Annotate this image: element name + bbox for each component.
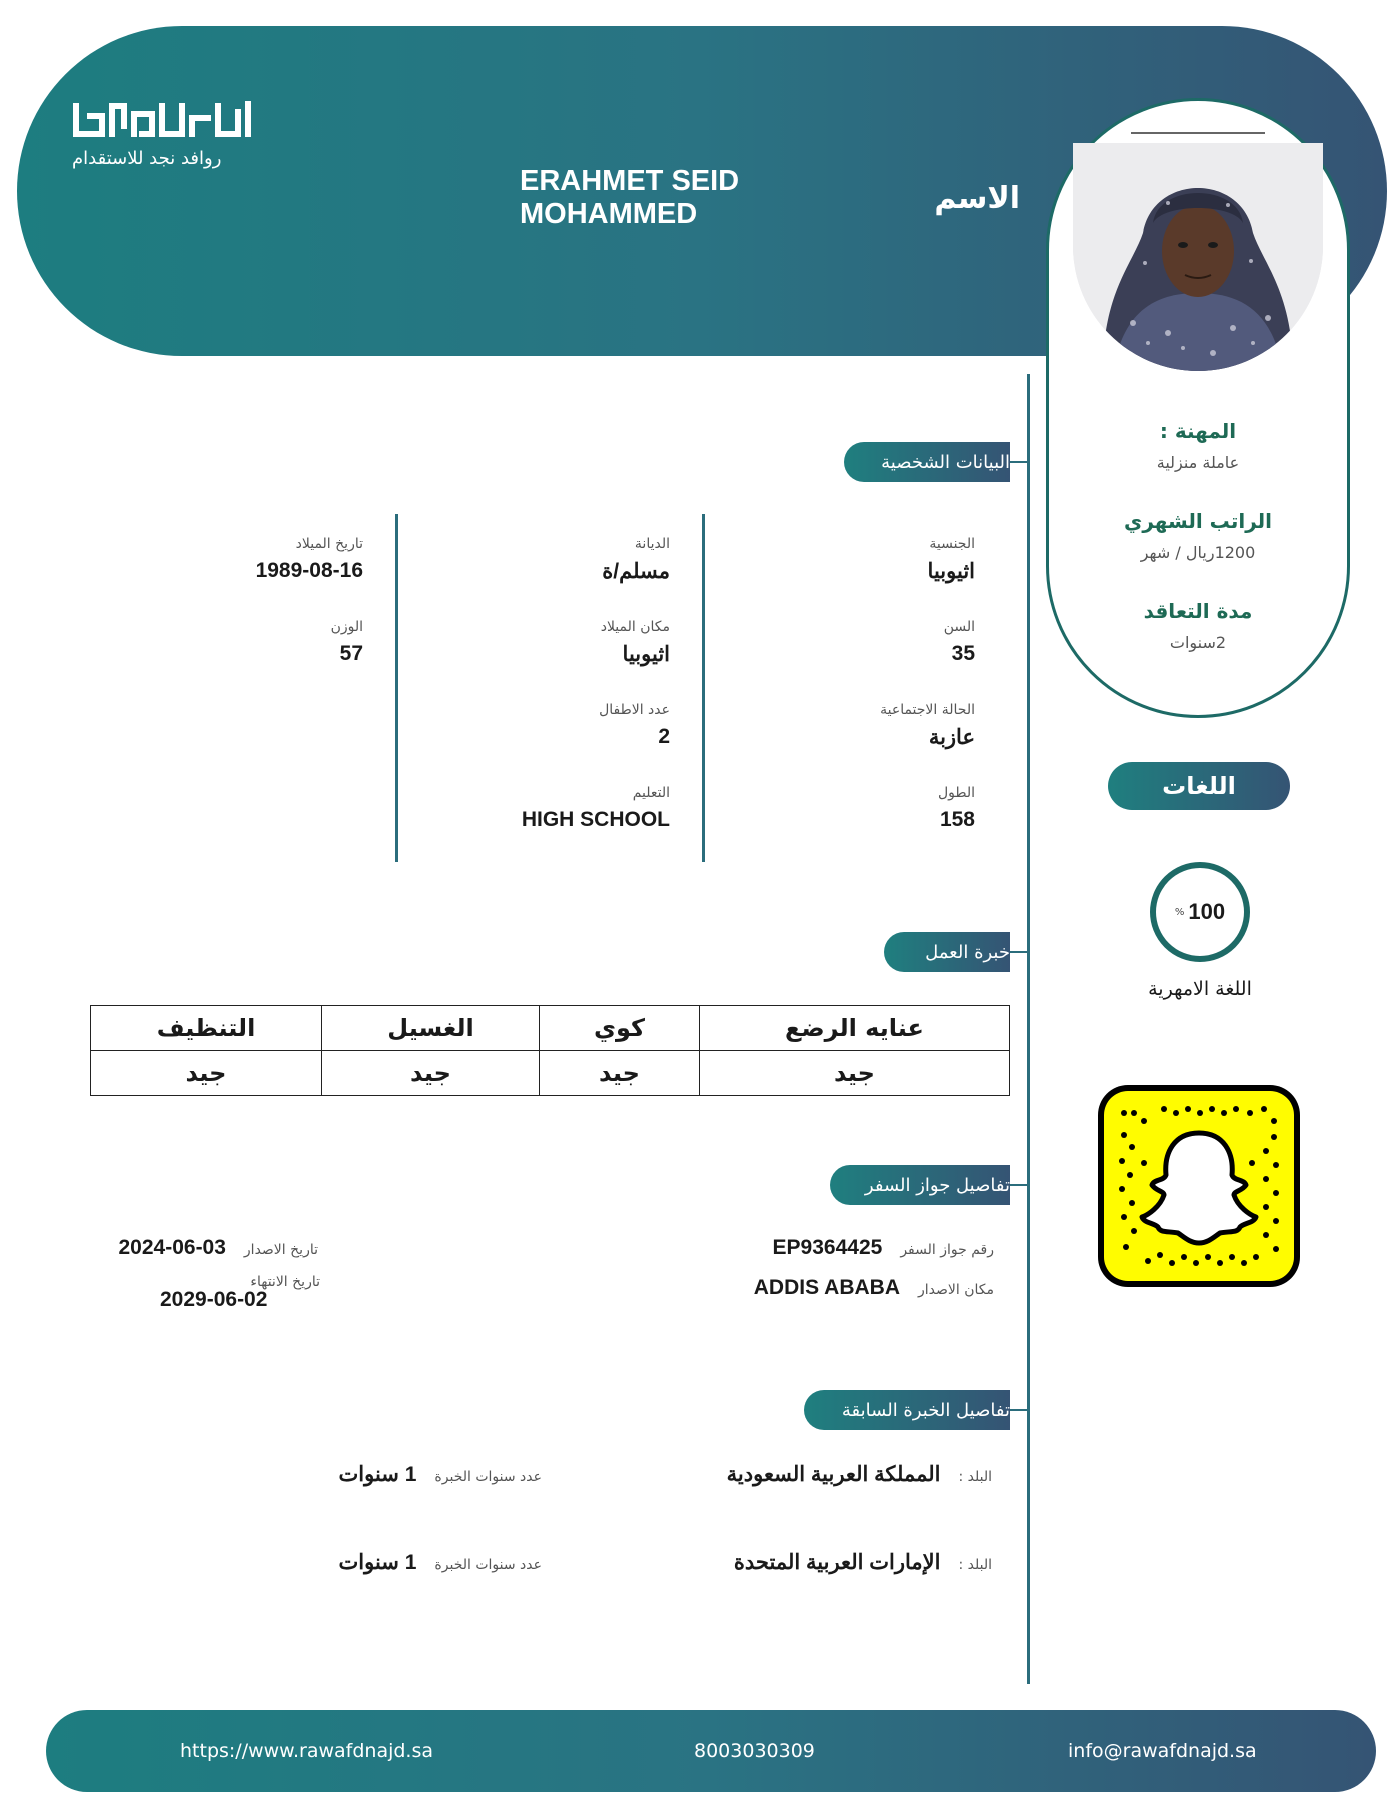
children-label: عدد الاطفال — [599, 702, 670, 718]
language-percent: 100 — [1188, 899, 1226, 924]
previous-country-label-2: البلد : — [958, 1557, 992, 1573]
previous-country-value-2: الإمارات العربية المتحدة — [733, 1551, 941, 1574]
section-passport-title: تفاصيل جواز السفر — [830, 1165, 1010, 1205]
footer-website-link[interactable]: https://www.rawafdnajd.sa — [180, 1740, 434, 1762]
field-children — [410, 702, 670, 749]
passport-place-label: مكان الاصدار — [918, 1282, 994, 1298]
passport-number-row — [773, 1236, 994, 1260]
previous-years-row-1 — [339, 1462, 543, 1487]
field-birthplace — [410, 619, 670, 667]
logo-subtitle: روافد نجد للاستقدام — [72, 148, 222, 169]
nationality-value: اثيوبيا — [927, 560, 975, 583]
skill-header-cleaning: التنظيف — [91, 1006, 322, 1051]
skill-value-ironing: جيد — [540, 1051, 700, 1096]
field-birthdate — [103, 536, 363, 583]
birthdate-label: تاريخ الميلاد — [295, 536, 363, 552]
previous-years-value-1: 1 سنوات — [338, 1463, 417, 1486]
timeline-line — [1027, 374, 1030, 1684]
skills-header-row — [91, 1006, 1010, 1051]
skills-table — [90, 1005, 1010, 1096]
portrait-illustration — [1073, 143, 1323, 371]
passport-expiry-value: 2029-06-02 — [160, 1288, 268, 1311]
profile-card — [1046, 98, 1350, 718]
field-education — [410, 785, 670, 832]
previous-country-label-1: البلد : — [958, 1469, 992, 1485]
weight-label: الوزن — [330, 619, 363, 635]
language-level-badge — [1150, 862, 1250, 962]
snapcode[interactable] — [1098, 1085, 1300, 1287]
salary-field — [1049, 509, 1347, 562]
religion-value: مسلم/ة — [602, 560, 670, 583]
passport-issue-label: تاريخ الاصدار — [243, 1242, 318, 1258]
snapcode-inner — [1104, 1091, 1294, 1281]
previous-years-value-2: 1 سنوات — [338, 1551, 417, 1574]
previous-country-row-1 — [727, 1462, 992, 1487]
column-divider-left — [395, 514, 398, 862]
profession-label: المهنة : — [1159, 419, 1237, 443]
previous-years-row-2 — [339, 1550, 543, 1575]
language-name: اللغة الامهرية — [1148, 978, 1252, 1000]
passport-number-label: رقم جواز السفر — [900, 1242, 994, 1258]
education-value: HIGH SCHOOL — [521, 808, 670, 831]
skills-value-row — [91, 1051, 1010, 1096]
footer-phone-link[interactable]: 8003030309 — [694, 1740, 815, 1762]
footer-email-link[interactable]: info@rawafdnajd.sa — [1068, 1740, 1257, 1762]
salary-value: 1200ريال / شهر — [1140, 543, 1256, 562]
previous-country-value-1: المملكة العربية السعودية — [726, 1463, 941, 1486]
field-age — [715, 619, 975, 666]
field-religion — [410, 536, 670, 584]
contract-label: مدة التعاقد — [1143, 599, 1253, 623]
candidate-name-row — [520, 165, 1020, 230]
children-value: 2 — [658, 725, 670, 748]
contract-value: 2سنوات — [1169, 633, 1227, 652]
field-height — [715, 785, 975, 832]
candidate-photo — [1073, 143, 1323, 371]
section-experience-title: خبرة العمل — [884, 932, 1010, 972]
snapchat-ghost-icon — [1104, 1091, 1294, 1281]
photo-divider — [1131, 132, 1265, 134]
company-logo — [72, 96, 252, 176]
contract-field — [1049, 599, 1347, 652]
field-marital — [715, 702, 975, 750]
passport-place-value: ADDIS ABABA — [753, 1276, 900, 1299]
nationality-label: الجنسية — [929, 536, 975, 552]
passport-expiry-block — [160, 1274, 320, 1312]
marital-label: الحالة الاجتماعية — [880, 702, 975, 718]
skill-value-washing: جيد — [322, 1051, 540, 1096]
section-personal-title: البيانات الشخصية — [844, 442, 1010, 482]
previous-years-label-1: عدد سنوات الخبرة — [434, 1469, 542, 1485]
section-previous-title: تفاصيل الخبرة السابقة — [804, 1390, 1010, 1430]
passport-expiry-label: تاريخ الانتهاء — [250, 1274, 320, 1290]
skill-header-ironing: كوي — [540, 1006, 700, 1051]
height-value: 158 — [939, 808, 975, 831]
footer-band — [46, 1710, 1376, 1792]
logo-mark-icon — [72, 96, 252, 144]
profession-value: عاملة منزلية — [1156, 453, 1240, 472]
candidate-name-label: الاسم — [934, 180, 1020, 216]
age-label: السن — [943, 619, 975, 635]
passport-place-row — [754, 1276, 994, 1300]
religion-label: الديانة — [634, 536, 670, 552]
field-nationality — [715, 536, 975, 584]
marital-value: عازبة — [928, 726, 975, 749]
candidate-name: ERAHMET SEID MOHAMMED — [520, 165, 740, 230]
birthdate-value: 1989-08-16 — [255, 559, 363, 582]
passport-number-value: EP9364425 — [772, 1236, 883, 1259]
skill-value-cleaning: جيد — [91, 1051, 322, 1096]
height-label: الطول — [937, 785, 975, 801]
profession-field — [1049, 419, 1347, 472]
previous-years-label-2: عدد سنوات الخبرة — [434, 1557, 542, 1573]
passport-issue-value: 2024-06-03 — [118, 1236, 226, 1259]
passport-issue-row — [119, 1236, 319, 1260]
previous-country-row-2 — [734, 1550, 992, 1575]
languages-title: اللغات — [1108, 762, 1290, 810]
language-percent-sign: % — [1174, 906, 1185, 918]
field-weight — [103, 619, 363, 666]
birthplace-value: اثيوبيا — [622, 643, 670, 666]
birthplace-label: مكان الميلاد — [600, 619, 670, 635]
salary-label: الراتب الشهري — [1124, 509, 1272, 533]
skill-header-infant-care: عنايه الرضع — [700, 1006, 1010, 1051]
education-label: التعليم — [632, 785, 670, 801]
age-value: 35 — [951, 642, 975, 665]
skill-header-washing: الغسيل — [322, 1006, 540, 1051]
column-divider-right — [702, 514, 705, 862]
skill-value-infant-care: جيد — [700, 1051, 1010, 1096]
weight-value: 57 — [339, 642, 363, 665]
